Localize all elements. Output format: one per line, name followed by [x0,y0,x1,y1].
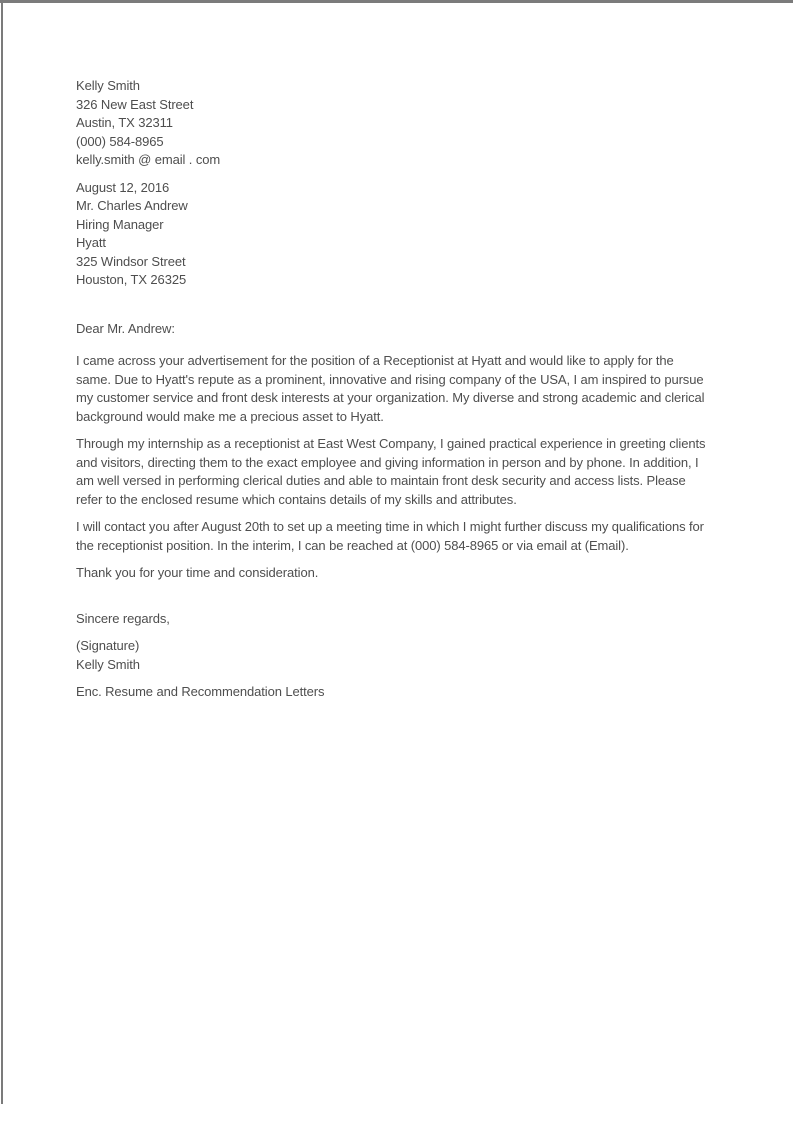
body-paragraph-2: Through my internship as a receptionist at East West Company, I gained practical experience in greeting clients and visitors, directing them to the exact employee and giving information in person and by phone. In addition, I am well versed in performing clerical duties and able to maintain front desk security and access lists. Please refer to the enclosed resume which contains details of my skills and attributes. [76,436,706,507]
signature-name: Kelly Smith [76,656,140,672]
letter-content [76,77,712,702]
closing-thanks: Thank you for your time and consideration. [76,565,319,580]
sender-phone: (000) 584-8965 [76,133,164,149]
letter-date: August 12, 2016 [76,179,170,195]
sign-off: Sincere regards, [76,610,170,626]
signature-placeholder: (Signature) [76,638,140,653]
body-paragraph-3: I will contact you after August 20th to set up a meeting time in which I might further discuss my qualifications for the receptionist position. In the interim, I can be reached at (000) 584-8965 or via email at (Email). [76,519,704,553]
recipient-address-line2: Houston, TX 26325 [76,272,187,287]
recipient-block [76,197,712,290]
page-border-left [1,0,3,1104]
recipient-address-line1: 325 Windsor Street [76,253,186,269]
body-paragraph-1: I came across your advertisement for the position of a Receptionist at Hyatt and would like to apply for the same. Due to Hyatt's repute as a prominent, innovative and rising company of the USA, I am inspired to pursue my customer service and front desk interests at your organization. My diverse and strong academic and clerical background would make me a precious asset to Hyatt. [76,353,705,424]
recipient-company: Hyatt [76,235,106,250]
salutation: Dear Mr. Andrew: [76,320,175,336]
recipient-name: Mr. Charles Andrew [76,198,188,213]
sender-address-line2: Austin, TX 32311 [76,115,173,130]
page-border-top [0,0,793,3]
sender-block [76,77,712,170]
recipient-title: Hiring Manager [76,216,164,232]
sender-email: kelly.smith @ email . com [76,152,221,167]
sender-address-line1: 326 New East Street [76,96,194,112]
enclosure-note: Enc. Resume and Recommendation Letters [76,684,325,699]
sender-name: Kelly Smith [76,78,140,93]
signature-block [76,637,712,674]
